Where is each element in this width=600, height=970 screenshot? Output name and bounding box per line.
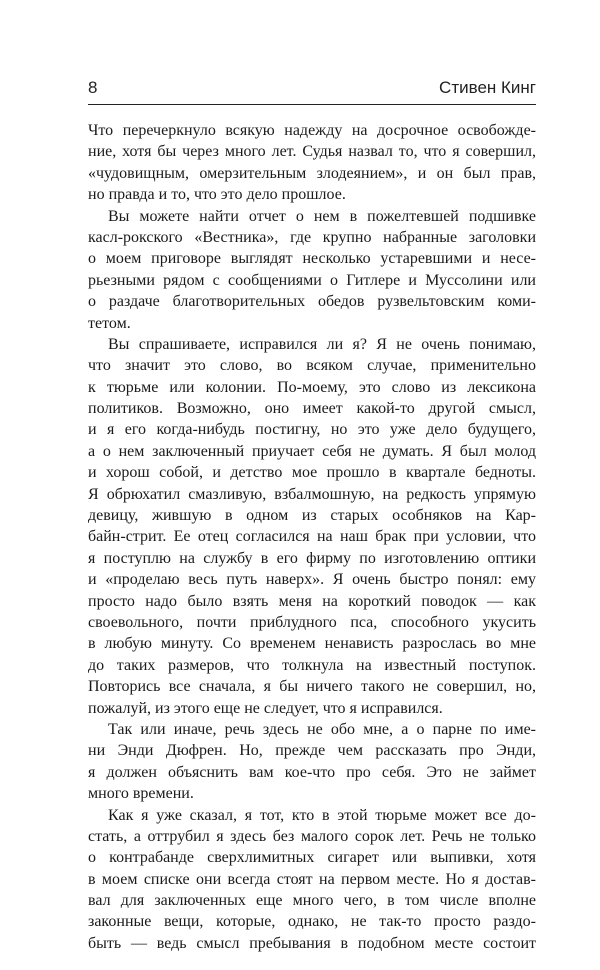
page-header [88,72,536,102]
text-line: ни Энди Дюфрен. Но, прежде чем рассказать про Энди, [88,742,536,760]
text-line: в моем списке они всегда стоят на первом месте. Но я достав- [88,870,536,888]
text-line: рьезными рядом с сообщениями о Гитлере и Муссолини или [88,271,536,289]
text-line: Вы можете найти отчет о нем в пожелтевшей подшивке [108,207,536,225]
text-line: в любую минуту. Со временем ненависть разрослась во мне [88,635,536,653]
text-line: тетом. [88,314,131,332]
text-line: я поступлю на службу в его фирму по изготовлению оптики [88,549,536,567]
text-line: и «проделаю весь путь наверх». Я очень быстро понял: ему [88,571,536,589]
paragraph [88,805,536,955]
text-line: Я обрюхатил смазливую, взбалмошную, на редкость упрямую [88,485,536,503]
text-line: быть — ведь смысл пребывания в подобном месте состоит [88,934,536,952]
text-line: много времени. [88,785,194,803]
text-line: и хорош собой, и детство мое прошло в квартале бедноты. [88,464,536,482]
text-line: «чудовищным, омерзительным злодеянием», и он был прав, [88,164,536,182]
text-line: Как я уже сказал, я тот, кто в этой тюрьме может все до- [108,806,536,824]
text-line: байн-стрит. Ее отец согласился на наш брак при условии, что [88,528,536,546]
text-line: Что перечеркнуло всякую надежду на досрочное освобожде- [88,122,536,139]
text-line: стать, а оттрубил я здесь без малого сорок лет. Речь не только [88,827,536,845]
text-line: законные вещи, которые, однако, не так-то просто раздо- [88,913,536,931]
text-line: и я его когда-нибудь постигну, но это уже дело будущего, [88,421,536,439]
paragraph [88,719,536,805]
text-line: до таких размеров, что толкнула на известный поступок. [88,656,536,674]
text-line: а о нем заключенный приучает себя не думать. Я был молод [88,442,536,460]
text-line: Так или иначе, речь здесь не обо мне, а о парне по име- [108,720,536,738]
text-line: пожалуй, из этого еще не следует, что я исправился. [88,699,443,717]
text-line: Повторись все сначала, я бы ничего такого не совершил, но, [88,678,536,696]
text-line: что значит это слово, во всяком случае, применительно [88,357,536,375]
paragraph [88,334,536,719]
text-line: политиков. Возможно, оно имеет какой-то другой смысл, [88,400,536,418]
text-line: Вы спрашиваете, исправился ли я? Я не очень понимаю, [108,335,536,353]
text-line: о контрабанде сверхлимитных сигарет или выпивки, хотя [88,849,536,867]
text-line: своевольного, почти приблудного пса, способного укусить [88,613,536,631]
text-line: к тюрьме или колонии. По-моему, это слово из лексикона [88,378,536,396]
text-line: девицу, жившую в одном из старых особняков на Кар- [88,507,536,525]
text-line: касл-рокского «Вестника», где крупно набранные заголовки [88,228,536,246]
text-line: о моем приговоре выглядят несколько устаревшими и несе- [88,250,536,268]
text-line: вал для заключенных еще много чего, в том числе вполне [88,892,536,910]
page-number: 8 [88,78,98,97]
header-rule [88,104,536,105]
running-title: Стивен Кинг [439,78,536,97]
paragraph [88,120,536,206]
text-line: ние, хотя бы через много лет. Судья назвал то, что я совершил, [88,143,536,161]
text-line: о раздаче благотворительных обедов рузвельтовским коми- [88,293,536,311]
paragraph [88,206,536,334]
text-line: но правда и то, что это дело прошлое. [88,186,346,204]
text-line: я должен объяснить вам кое-что про себя. Это не займет [88,763,536,781]
text-line: просто надо было взять меня на короткий поводок — как [88,592,536,610]
body-text [88,120,536,954]
